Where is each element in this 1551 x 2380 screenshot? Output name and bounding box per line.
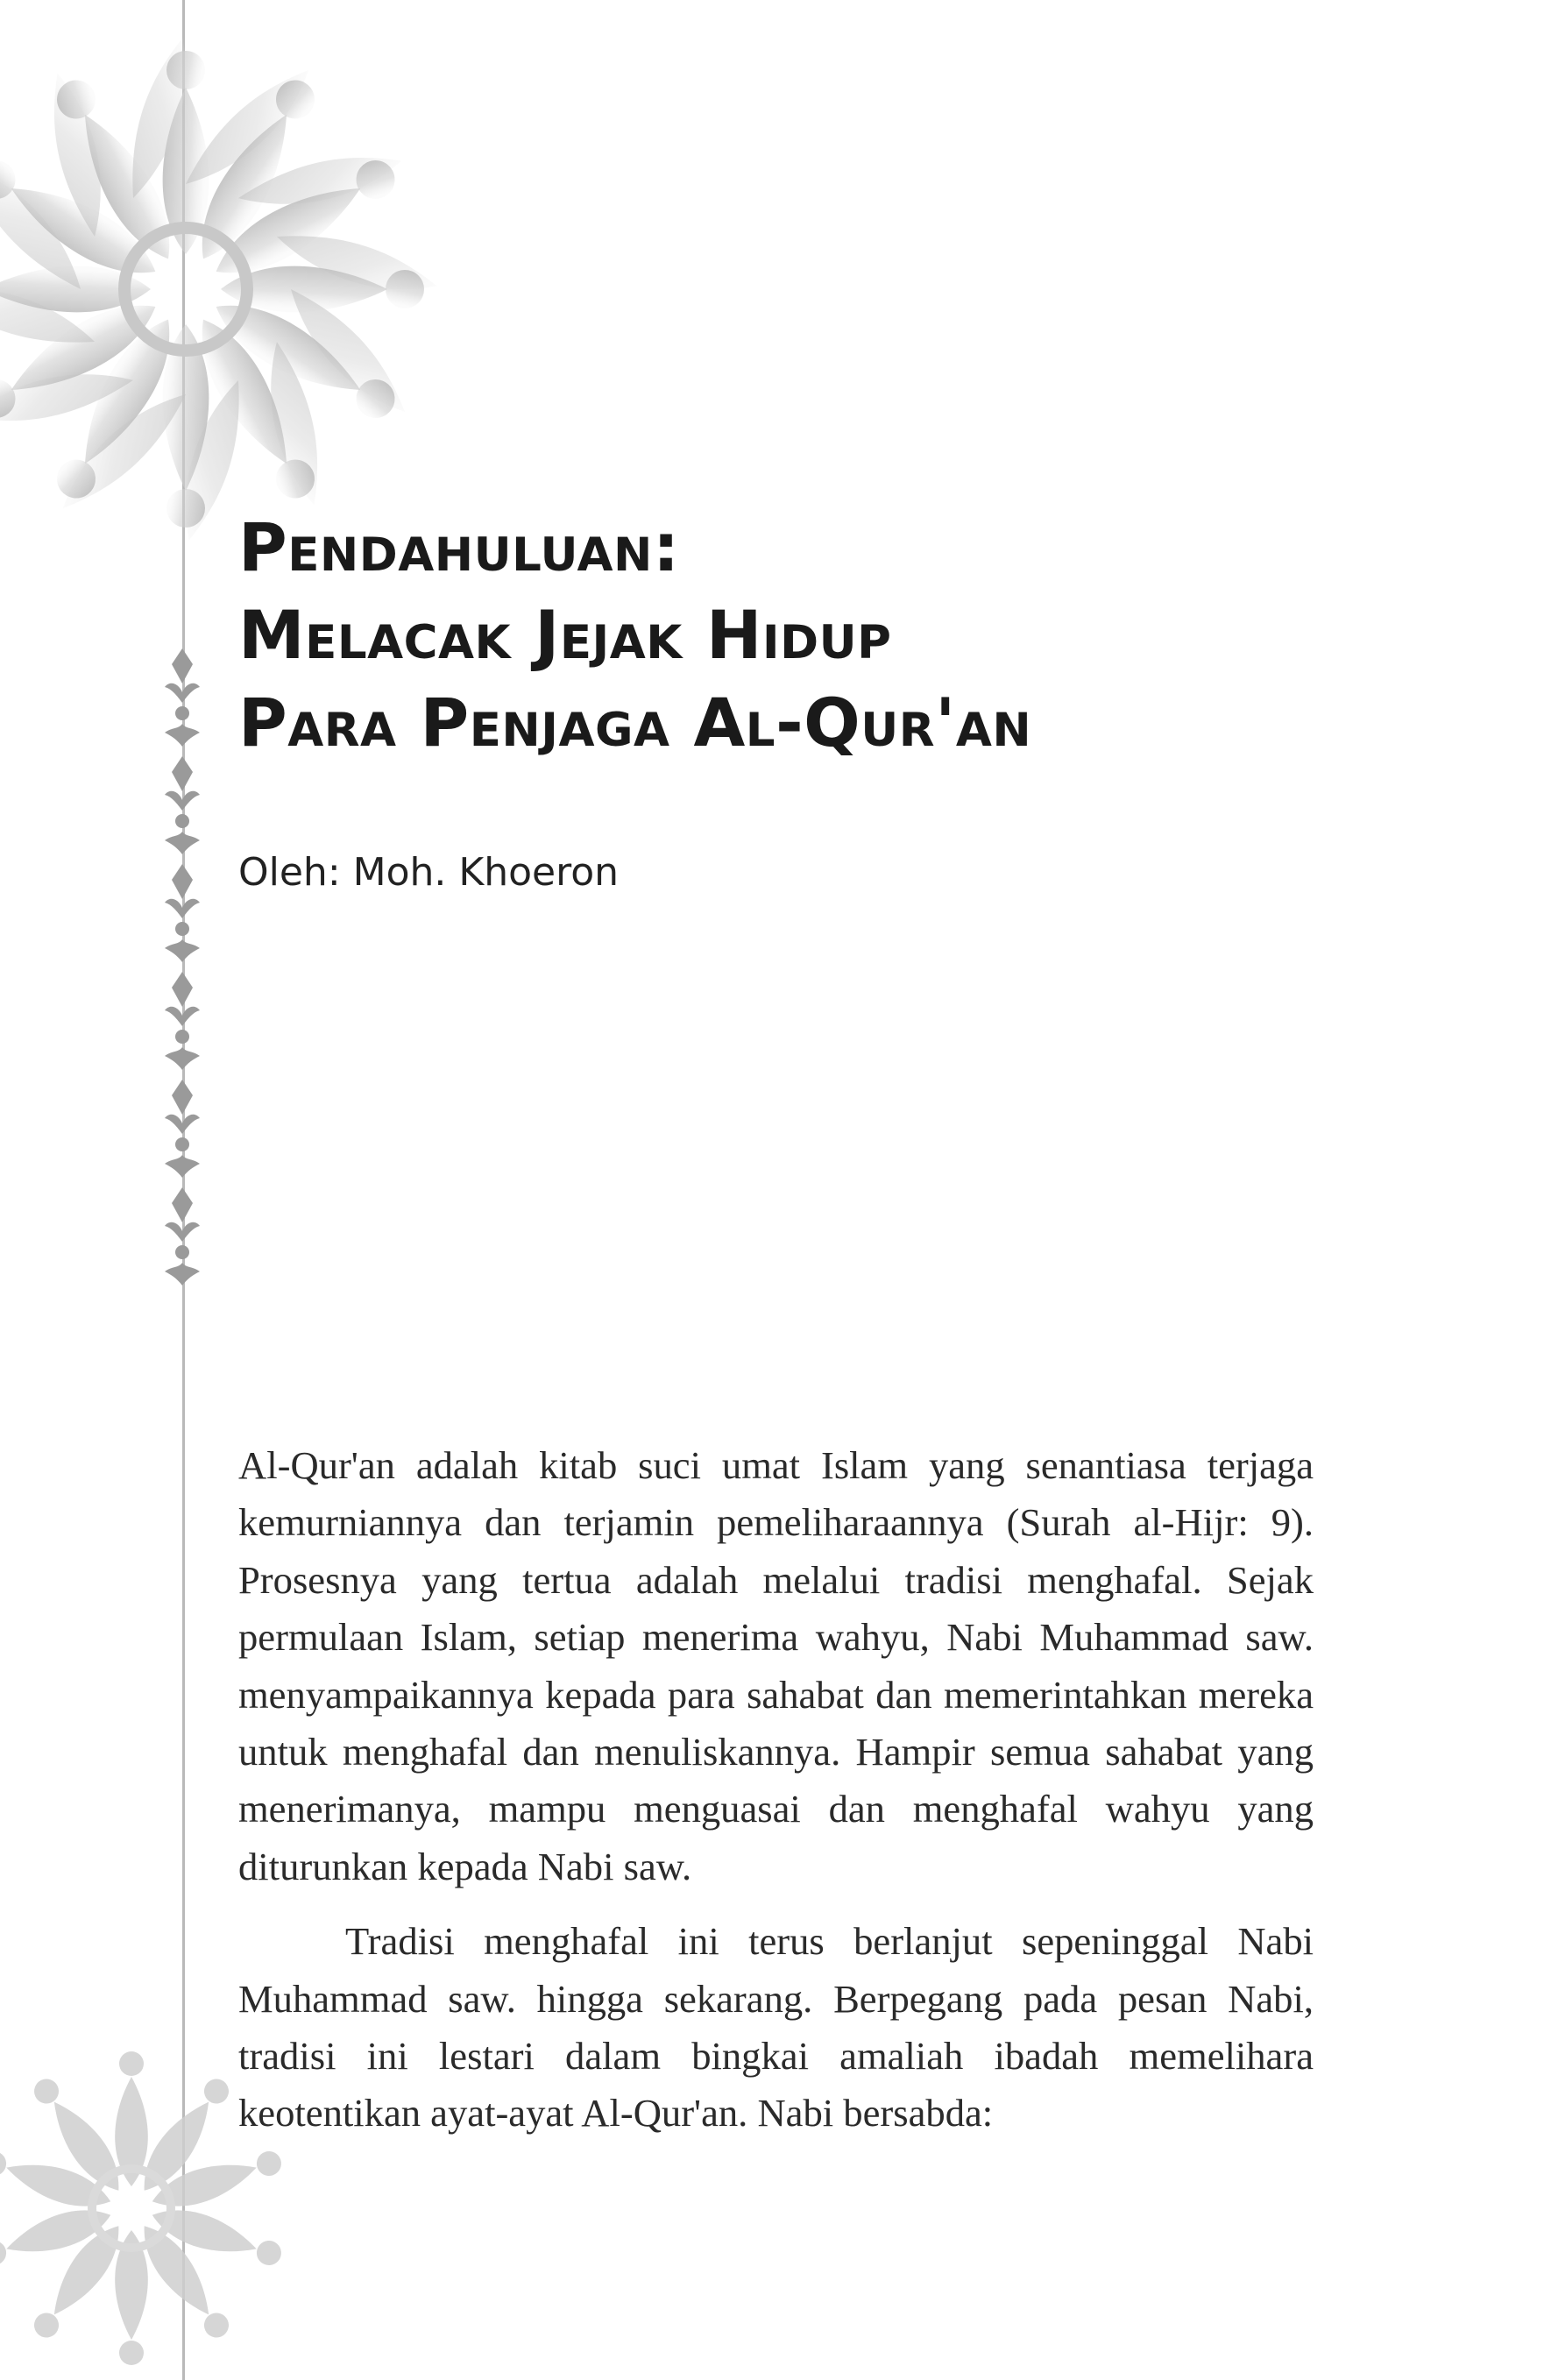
chapter-title-line: Para Penjaga Al-Qur'an: [238, 684, 1032, 761]
paragraph: Al-Qur'an adalah kitab suci umat Islam yang senantiasa terjaga kemurniannya dan terjamin pemeliharaannya (Surah al-Hijr: 9). Prosesnya yang tertua adalah melalui tradisi menghafal. Sejak permulaan Islam, setiap menerima wahyu, Nabi Muhammad saw. menyampaikannya kepada para sahabat dan memerintahkan mereka untuk menghafal dan menuliskannya. Hampir semua sahabat yang menerimanya, mampu menguasai dan menghafal wahyu yang diturunkan kepada Nabi saw.: [238, 1443, 1314, 1888]
diamond-chain-icon: [158, 648, 207, 1297]
author-byline: Oleh: Moh. Khoeron: [238, 850, 620, 895]
chapter-title-line: Melacak Jejak Hidup: [238, 596, 892, 674]
chapter-title: [238, 504, 1377, 767]
body-text: [238, 1437, 1314, 2143]
paragraph: Tradisi menghafal ini terus berlanjut sepeninggal Nabi Muhammad saw. hingga sekarang. Berpegang pada pesan Nabi, tradisi ini lestari dalam bingkai amaliah ibadah memelihara keotentikan ayat-ayat Al-Qur'an. Nabi bersabda:: [238, 1919, 1314, 2136]
chapter-title-line: Pendahuluan:: [238, 508, 680, 586]
